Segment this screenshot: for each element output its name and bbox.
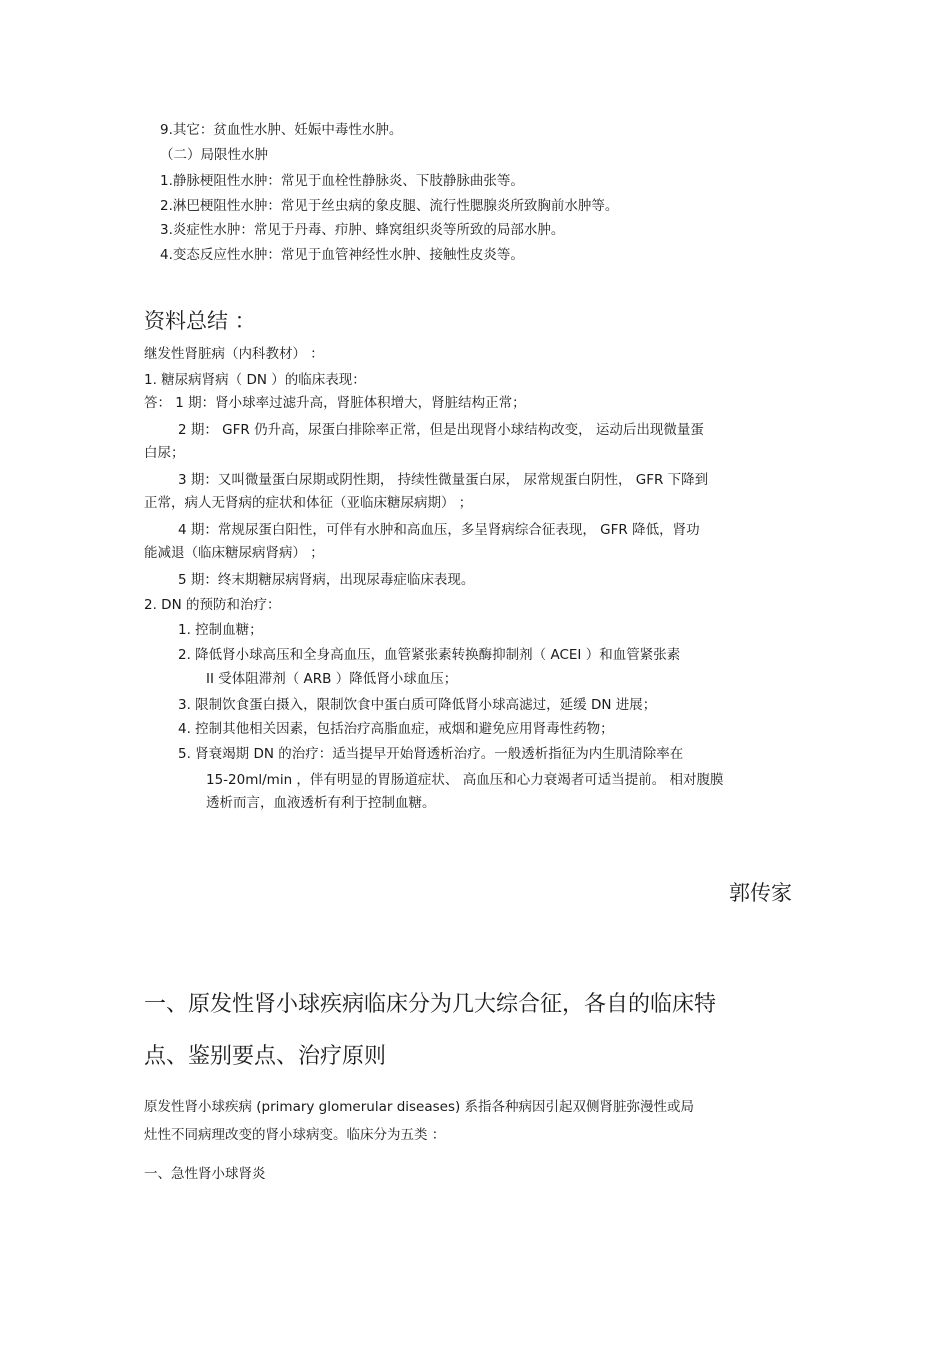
top-line-5: 3.炎症性水肿：常见于丹毒、疖肿、蜂窝组织炎等所致的局部水肿。 <box>160 222 565 238</box>
answer-stage-2-b: 白尿； <box>144 445 185 461</box>
summary-heading: 资料总结 ： <box>144 309 256 333</box>
treatment-3: 3. 限制饮食蛋白摄入，限制饮食中蛋白质可降低肾小球高滤过，延缓 DN 进展； <box>178 697 657 713</box>
treatment-4: 4. 控制其他相关因素，包括治疗高脂血症，戒烟和避免应用肾毒性药物； <box>178 721 614 737</box>
answer-stage-3-a: 3 期：又叫微量蛋白尿期或阴性期， 持续性微量蛋白尿， 尿常规蛋白阴性， GFR 下降到 <box>178 472 709 488</box>
top-line-4: 2.淋巴梗阻性水肿：常见于丝虫病的象皮腿、流行性腮腺炎所致胸前水肿等。 <box>160 198 619 214</box>
treatment-2-a: 2. 降低肾小球高压和全身高血压，血管紧张素转换酶抑制剂（ ACEI ）和血管紧张素 <box>178 647 681 663</box>
treatment-5-a: 5. 肾衰竭期 DN 的治疗：适当提早开始肾透析治疗。一般透析指征为内生肌清除率在 <box>178 746 684 762</box>
subsection-heading: 一、急性肾小球肾炎 <box>144 1166 266 1182</box>
answer-stage-2-a: 2 期： GFR 仍升高，尿蛋白排除率正常，但是出现肾小球结构改变， 运动后出现微量蛋 <box>178 422 704 438</box>
top-line-1: 9.其它：贫血性水肿、妊娠中毒性水肿。 <box>160 122 403 138</box>
treatment-2-b: II 受体阻滞剂（ ARB ）降低肾小球血压； <box>206 671 458 687</box>
top-line-3: 1.静脉梗阻性水肿：常见于血栓性静脉炎、下肢静脉曲张等。 <box>160 173 524 189</box>
treatment-5-c: 透析而言，血液透析有利于控制血糖。 <box>206 795 436 811</box>
answer-stage-5: 5 期：终末期糖尿病肾病，出现尿毒症临床表现。 <box>178 572 475 588</box>
section-title-line-2: 点、鉴别要点、治疗原则 <box>144 1044 387 1069</box>
question-2: 2. DN 的预防和治疗： <box>144 597 281 613</box>
answer-stage-1: 答： 1 期：肾小球率过滤升高，肾脏体积增大，肾脏结构正常； <box>144 395 526 411</box>
answer-stage-3-b: 正常，病人无肾病的症状和体征（亚临床糖尿病期） ； <box>144 495 473 511</box>
treatment-5-b: 15-20ml/min ，伴有明显的胃肠道症状、 高血压和心力衰竭者可适当提前。 相对腹膜 <box>206 772 724 788</box>
treatment-1: 1. 控制血糖； <box>178 622 263 638</box>
author-name: 郭传家 <box>729 881 792 905</box>
intro-line-1: 原发性肾小球疾病 (primary glomerular diseases) 系指各种病因引起双侧肾脏弥漫性或局 <box>144 1099 695 1115</box>
question-1: 1. 糖尿病肾病（ DN ）的临床表现： <box>144 372 366 388</box>
answer-stage-4-b: 能减退（临床糖尿病肾病） ； <box>144 545 324 561</box>
summary-subtitle: 继发性肾脏病（内科教材） ： <box>144 346 324 362</box>
top-line-2: （二）局限性水肿 <box>160 147 268 163</box>
section-title-line-1: 一、原发性肾小球疾病临床分为几大综合征，各自的临床特 <box>144 992 717 1017</box>
answer-stage-4-a: 4 期：常规尿蛋白阳性，可伴有水肿和高血压，多呈肾病综合征表现， GFR 降低，肾功 <box>178 522 700 538</box>
top-line-6: 4.变态反应性水肿：常见于血管神经性水肿、接触性皮炎等。 <box>160 247 524 263</box>
intro-line-2: 灶性不同病理改变的肾小球病变。临床分为五类 ： <box>144 1127 446 1143</box>
